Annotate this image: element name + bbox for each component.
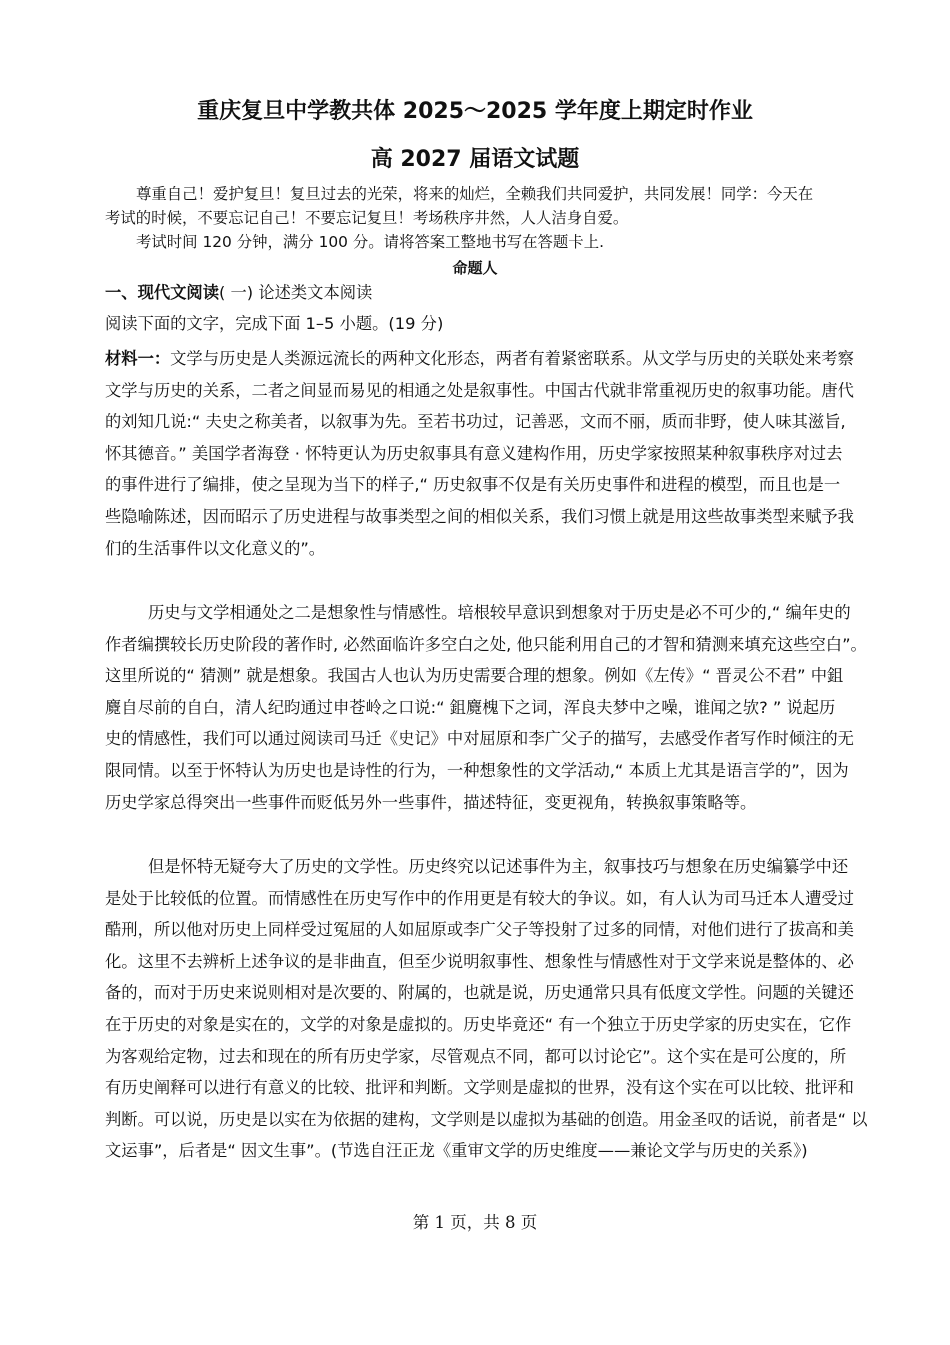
material-line-text: 为客观给定物，过去和现在的所有历史学家，尽管观点不同，都可以讨论它”。这个实在是可公度的，所 [105, 1046, 847, 1066]
material-line [105, 442, 865, 466]
section-heading [105, 281, 865, 305]
material-line-text: 在于历史的对象是实在的，文学的对象是虚拟的。历史毕竟还“ 有一个独立于历史学家的历史实在，它作 [105, 1015, 852, 1034]
material-line [105, 601, 865, 625]
material-line-text: 文运事”，后者是“ 因文生事”。(节选自汪正龙《重审文学的历史维度——兼论文学与历史的关系》) [105, 1141, 808, 1161]
material-line [105, 696, 865, 720]
material-line-text: 文学与历史的关系，二者之间显而易见的相通之处是叙事性。中国古代就非常重视历史的叙事功能。唐代 [105, 380, 854, 400]
material-line [105, 950, 865, 974]
exam-info: 考试时间 120 分钟，满分 100 分。请将答案工整地书写在答题卡上. [136, 233, 604, 251]
material-line [105, 473, 865, 497]
motto-line-2: 考试的时候，不要忘记自己！不要忘记复旦！考场秩序井然，人人洁身自爱。 [105, 209, 629, 227]
author-label: 命题人 [452, 259, 498, 277]
material-line-text: 限同情。以至于怀特认为历史也是诗性的行为，一种想象性的文学活动,“ 本质上尤其是语言学的”，因为 [105, 761, 849, 780]
material-line-text: 些隐喻陈述，因而昭示了历史进程与故事类型之间的相似关系，我们习惯上就是用这些故事类型来赋予我 [105, 507, 854, 526]
exam-title: 重庆复旦中学教共体 2025～2025 学年度上期定时作业 [197, 99, 753, 124]
section-heading-bold: 一、现代文阅读 [105, 283, 219, 302]
material-label: 材料一： [105, 349, 171, 368]
material-line [105, 537, 865, 561]
material-line [105, 918, 865, 942]
material-line-text: 历史与文学相通处之二是想象性与情感性。培根较早意识到想象对于历史是必不可少的,“ 编年史的 [148, 603, 851, 622]
material-line-text: 的刘知几说:“ 夫史之称美者，以叙事为先。至若书功过，记善恶，文而不丽，质而非野，使人味其滋旨, [105, 412, 846, 432]
material-line-text: 麑自尽前的自白，清人纪昀通过申苍岭之口说:“ 鉏麑槐下之词，浑良夫梦中之噪，谁闻之欤? ” 说起历 [105, 697, 836, 717]
motto-line-1: 尊重自己！爱护复旦！复旦过去的光荣，将来的灿烂，全赖我们共同爱护，共同发展！同学：今天在 [136, 185, 814, 203]
material-line [105, 759, 865, 783]
material-line [105, 379, 865, 403]
material-line [105, 981, 865, 1005]
material-line-text: 历史学家总得突出一些事件而贬低另外一些事件，描述特征，变更视角，转换叙事策略等。 [105, 792, 757, 812]
material-line-text: 作者编撰较长历史阶段的著作时, 必然面临许多空白之处, 他只能利用自己的才智和猜测来填充这些空白”。 [105, 634, 867, 654]
section-heading-rest: ( 一) 论述类文本阅读 [218, 283, 373, 302]
material-line [105, 855, 865, 879]
page-number: 第 1 页，共 8 页 [412, 1213, 538, 1232]
material-line-text: 这里所说的“ 猜测” 就是想象。我国古人也认为历史需要合理的想象。例如《左传》“ 晋灵公不君” 中鉏 [105, 666, 844, 686]
material-line [105, 347, 865, 371]
material-line [105, 505, 865, 529]
material-line [105, 1013, 865, 1037]
exam-subtitle: 高 2027 届语文试题 [370, 147, 580, 172]
material-line-text: 判断。可以说，历史是以实在为依据的建构，文学则是以虚拟为基础的创造。用金圣叹的话说，前者是“ 以 [105, 1109, 868, 1129]
section-instruction: 阅读下面的文字，完成下面 1–5 小题。(19 分) [105, 314, 444, 333]
material-line [105, 410, 865, 434]
material-line-text: 酷刑，所以他对历史上同样受过冤屈的人如屈原或李广父子等投射了过多的同情，对他们进行了拔高和美 [105, 920, 854, 940]
material-line-text: 文学与历史是人类源远流长的两种文化形态，两者有着紧密联系。从文学与历史的关联处来考察 [170, 349, 854, 368]
material-line-text: 但是怀特无疑夸大了历史的文学性。历史终究以记述事件为主，叙事技巧与想象在历史编纂学中还 [148, 857, 849, 876]
material-line-text: 化。这里不去辨析上述争议的是非曲直，但至少说明叙事性、想象性与情感性对于文学来说是整体的、必 [105, 951, 854, 971]
material-line-text: 们的生活事件以文化意义的”。 [105, 538, 326, 558]
material-line [105, 633, 865, 657]
material-line-text: 有历史阐释可以进行有意义的比较、批评和判断。文学则是虚拟的世界，没有这个实在可以比较、批评和 [105, 1078, 854, 1098]
material-line-text: 的事件进行了编排，使之呈现为当下的样子,“ 历史叙事不仅是有关历史事件和进程的模型，而且也是一 [105, 475, 841, 495]
material-line [105, 727, 865, 751]
material-line [105, 1108, 868, 1132]
material-line [105, 791, 865, 815]
material-line-text: 史的情感性，我们可以通过阅读司马迁《史记》中对屈原和李广父子的描写，去感受作者写作时倾注的无 [105, 729, 854, 749]
material-line [105, 887, 865, 911]
material-line-text: 是处于比较低的位置。而情感性在历史写作中的作用更是有较大的争议。如，有人认为司马迁本人遭受过 [105, 888, 854, 908]
material-line [105, 1045, 865, 1069]
material-line [105, 1139, 865, 1163]
material-line [105, 1076, 865, 1100]
material-line [105, 664, 865, 688]
material-line-text: 备的，而对于历史来说则相对是次要的、附属的，也就是说，历史通常只具有低度文学性。问题的关键还 [105, 983, 854, 1003]
material-line-text: 怀其德音。” 美国学者海登 · 怀特更认为历史叙事具有意义建构作用，历史学家按照某种叙事秩序对过去 [105, 443, 843, 463]
